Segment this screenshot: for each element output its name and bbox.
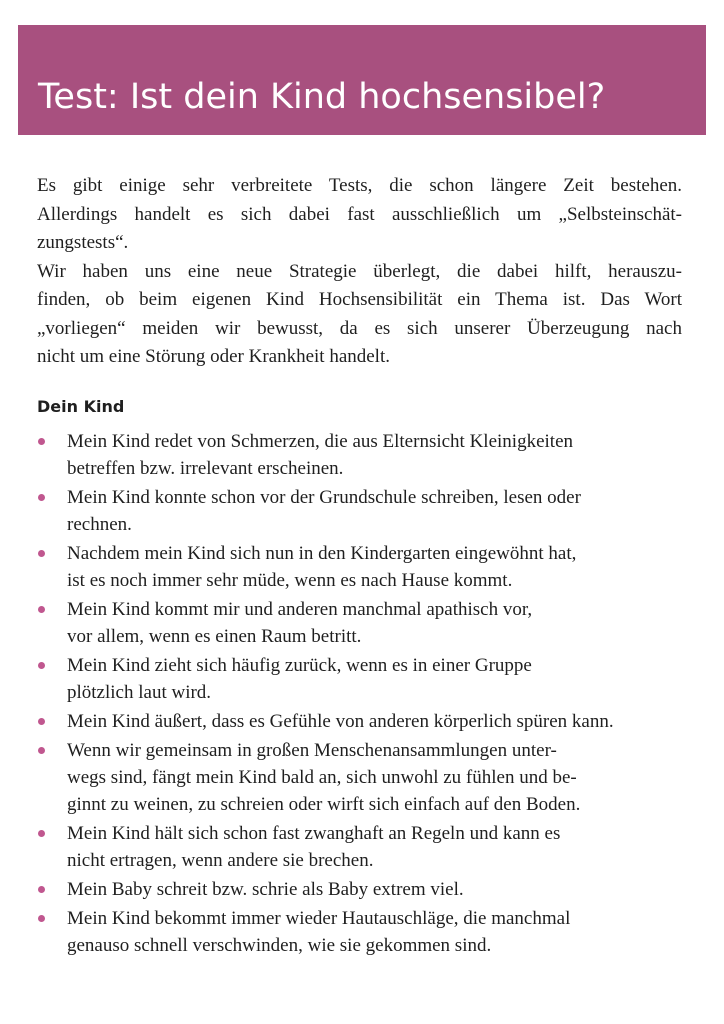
intro-line: zungstests“. [37, 232, 129, 253]
list-item [37, 428, 677, 482]
list-item-text: nicht ertragen, wenn andere sie brechen. [67, 850, 374, 871]
list-item [37, 540, 677, 594]
list-item-text: Nachdem mein Kind sich nun in den Kindergarten eingewöhnt hat, [67, 543, 577, 564]
intro-line: nicht um eine Störung oder Krankheit handelt. [37, 346, 390, 367]
list-item [37, 708, 677, 735]
list-item-text: Mein Kind kommt mir und anderen manchmal apathisch vor, [67, 599, 533, 620]
bullet-icon [38, 550, 45, 557]
bullet-icon [38, 747, 45, 754]
intro-line: finden, ob beim eigenen Kind Hochsensibilität ein Thema ist. Das Wort [37, 289, 682, 310]
list-item-text: Wenn wir gemeinsam in großen Menschenansammlungen unter- [67, 740, 557, 761]
list-item-text: betreffen bzw. irrelevant erscheinen. [67, 458, 344, 479]
list-item-text: Mein Baby schreit bzw. schrie als Baby extrem viel. [67, 879, 464, 900]
bullet-icon [38, 494, 45, 501]
list-item [37, 484, 677, 538]
list-item-text: Mein Kind konnte schon vor der Grundschule schreiben, lesen oder [67, 487, 581, 508]
bullet-icon [38, 606, 45, 613]
list-item-text: Mein Kind äußert, dass es Gefühle von anderen körperlich spüren kann. [67, 711, 614, 732]
intro-line: Es gibt einige sehr verbreitete Tests, die schon längere Zeit bestehen. [37, 175, 682, 196]
list-item-text: ist es noch immer sehr müde, wenn es nach Hause kommt. [67, 570, 513, 591]
bullet-icon [38, 438, 45, 445]
list-item [37, 652, 677, 706]
bullet-icon [38, 662, 45, 669]
list-item-text: Mein Kind hält sich schon fast zwanghaft an Regeln und kann es [67, 823, 561, 844]
list-item [37, 905, 677, 959]
section-heading: Dein Kind [37, 397, 125, 416]
bullet-icon [38, 886, 45, 893]
list-item [37, 820, 677, 874]
list-item-text: Mein Kind bekommt immer wieder Hautauschläge, die manchmal [67, 908, 571, 929]
intro-paragraph [37, 172, 682, 372]
list-item-text: ginnt zu weinen, zu schreien oder wirft sich einfach auf den Boden. [67, 794, 581, 815]
list-item [37, 737, 677, 818]
list-item-text: rechnen. [67, 514, 132, 535]
intro-line: Allerdings handelt es sich dabei fast ausschließlich um „Selbsteinschät- [37, 203, 682, 225]
list-item-text: genauso schnell verschwinden, wie sie gekommen sind. [67, 935, 492, 956]
bullet-icon [38, 718, 45, 725]
bullet-icon [38, 830, 45, 837]
list-item-text: plötzlich laut wird. [67, 682, 212, 703]
list-item-text: Mein Kind zieht sich häufig zurück, wenn es in einer Gruppe [67, 655, 532, 676]
intro-line: „vorliegen“ meiden wir bewusst, da es sich unserer Überzeugung nach [37, 317, 682, 339]
list-item [37, 596, 677, 650]
list-item-text: vor allem, wenn es einen Raum betritt. [67, 626, 362, 647]
list-item [37, 876, 677, 903]
page-title: Test: Ist dein Kind hochsensibel? [38, 77, 606, 117]
intro-line: Wir haben uns eine neue Strategie überlegt, die dabei hilft, herauszu- [37, 260, 682, 282]
bullet-icon [38, 915, 45, 922]
checklist [37, 428, 677, 961]
title-banner [18, 25, 706, 135]
list-item-text: wegs sind, fängt mein Kind bald an, sich unwohl zu fühlen und be- [67, 767, 577, 788]
list-item-text: Mein Kind redet von Schmerzen, die aus Elternsicht Kleinigkeiten [67, 431, 573, 452]
